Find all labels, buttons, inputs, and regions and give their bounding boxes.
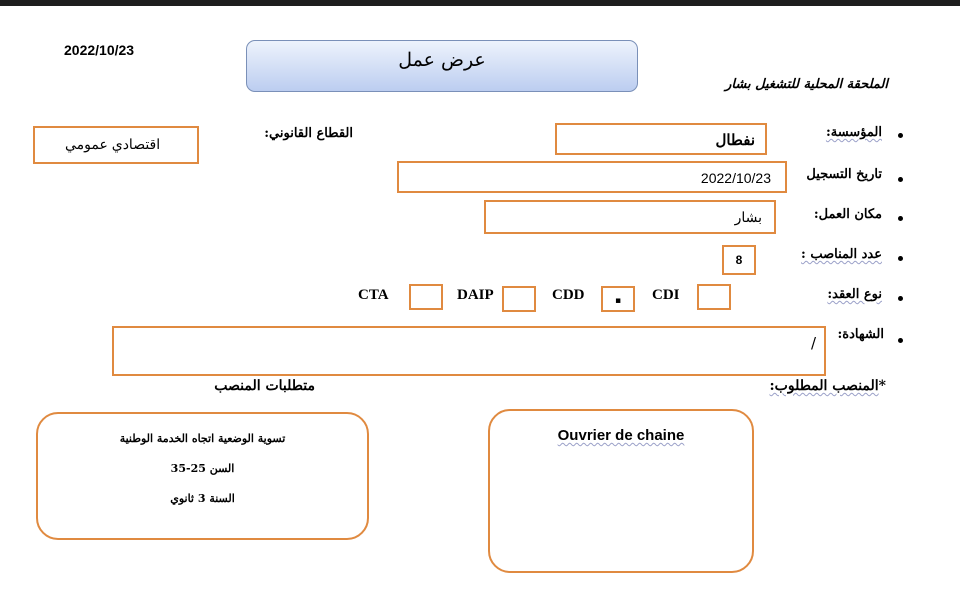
daip-checkbox[interactable] (502, 286, 536, 312)
institution-field[interactable] (555, 123, 767, 155)
registration-date-value: 2022/10/23 (700, 170, 771, 186)
requirement-item: السن 25-35 (170, 462, 235, 475)
requirements-label: متطلبات المنصب (214, 378, 315, 394)
legal-sector-value: اقتصادي عمومي (65, 136, 161, 152)
cta-label: CTA (358, 287, 389, 303)
institution-label: المؤسسة: (825, 125, 882, 140)
registration-date-label: تاريخ التسجيل (806, 167, 882, 182)
bullet (898, 296, 903, 301)
work-place-value: بشار (734, 209, 762, 225)
certificate-field[interactable] (112, 326, 826, 376)
positions-value: 8 (735, 253, 743, 267)
bullet (898, 256, 903, 261)
institution-value: نفطال (715, 132, 755, 149)
cdi-label: CDI (652, 287, 680, 303)
bullet (898, 216, 903, 221)
position-box (488, 409, 754, 573)
requirement-item: السنة 3 ثانوي (170, 492, 235, 505)
bullet (898, 338, 903, 343)
cdd-check-mark: ▪ (614, 296, 622, 306)
work-place-label: مكان العمل: (813, 207, 882, 222)
cdd-checkbox[interactable] (601, 286, 635, 312)
cdd-label: CDD (552, 287, 585, 303)
cta-checkbox[interactable] (409, 284, 443, 310)
document-date: 2022/10/23 (64, 42, 135, 58)
top-bar (0, 0, 960, 6)
position-label: *المنصب المطلوب: (769, 378, 886, 394)
document-title: عرض عمل (398, 49, 486, 71)
work-place-field[interactable] (484, 200, 776, 234)
certificate-label: الشهادة: (837, 327, 884, 342)
legal-sector-label: القطاع القانوني: (264, 126, 353, 141)
title-banner (246, 40, 638, 92)
position-value: Ouvrier de chaine (557, 427, 685, 444)
legal-sector-field[interactable] (33, 126, 199, 164)
registration-date-field[interactable] (397, 161, 787, 193)
requirement-item: تسوية الوضعية اتجاه الخدمة الوطنية (119, 432, 286, 445)
certificate-value: / (810, 334, 816, 352)
contract-type-label: نوع العقد: (827, 287, 882, 302)
positions-label: عدد المناصب : (801, 247, 882, 262)
bullet (898, 133, 903, 138)
daip-label: DAIP (457, 287, 494, 303)
cdi-checkbox[interactable] (697, 284, 731, 310)
bullet (898, 177, 903, 182)
requirements-box (36, 412, 369, 540)
agency-name: الملحقة المحلية للتشغيل بشار (725, 77, 888, 92)
positions-field[interactable] (722, 245, 756, 275)
